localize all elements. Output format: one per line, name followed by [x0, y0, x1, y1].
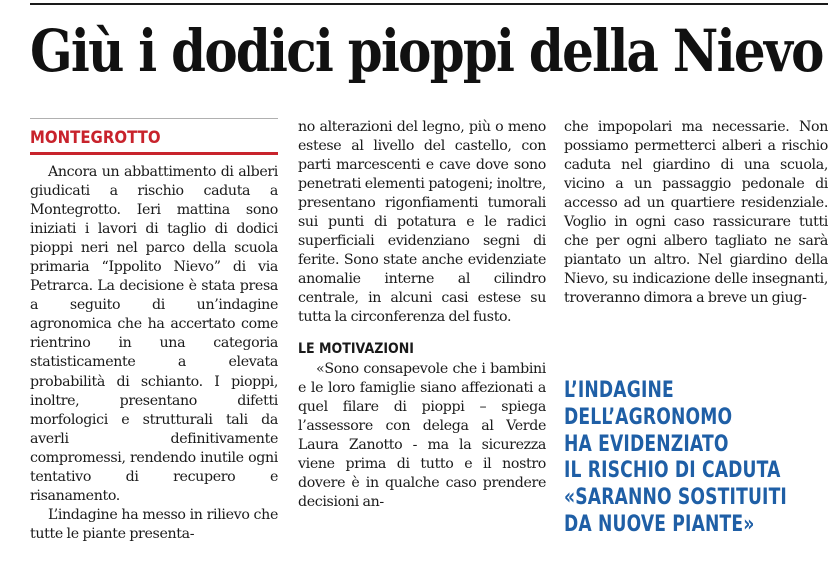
- section-label: MONTEGROTTO: [30, 128, 161, 148]
- body-paragraph-3: no alterazioni del legno, più o meno estese al livello del castello, con parti marcescenti e cave dove sono penetrati elementi patogeni; inoltre, presentano rigonfiamenti tumorali sui punti di potatura e le radici superficiali evidenziano segni di ferite. Sono state anche evidenziate anomalie interne al cilindro centrale, in alcuni casi estese su tutta la circonferenza del fusto.: [298, 119, 546, 326]
- column-1: [30, 118, 278, 544]
- pull-quote-line: HA EVIDENZIATO: [564, 431, 729, 457]
- pull-quote: [564, 378, 787, 539]
- pull-quote-line: L’INDAGINE: [564, 378, 674, 403]
- body-paragraph-2: L’indagine ha messo in rilievo che tutte le piante presenta-: [30, 506, 278, 542]
- article-headline: Giù i dodici pioppi della Nievo: [30, 17, 823, 85]
- pull-quote-line: «SARANNO SOSTITUITI: [564, 485, 787, 511]
- pull-quote-line: DA NUOVE PIANTE»: [564, 511, 755, 537]
- column-3: [564, 118, 828, 308]
- body-paragraph-5: che impopolari ma necessarie. Non possiamo permetterci alberi a rischio caduta nel giardino di una scuola, vicino a un passaggio pedonale di accesso ad un quartiere residenziale. Voglio in ogni caso rassicurare tutti che per ogni albero tagliato ne sarà piantato un altro. Nel giardino della Nievo, su indicazione delle insegnanti, troveranno dimora a breve un giug-: [564, 119, 828, 307]
- subheading-motivazioni: LE MOTIVAZIONI: [298, 340, 414, 357]
- pull-quote-line: IL RISCHIO DI CADUTA: [564, 458, 781, 484]
- section-underline: [30, 152, 278, 155]
- body-paragraph-1: Ancora un abbattimento di alberi giudicati a rischio caduta a Montegrotto. Ieri mattina sono iniziati i lavori di taglio di dodici pioppi neri nel parco della scuola primaria “Ippolito Nievo” di via Petrarca. La decisione è stata presa a seguito di un’indagine agronomica che ha accertato come rientrino in una categoria statisticamente a elevata probabilità di schianto. I pioppi, inoltre, presentano difetti morfologici e strutturali tali da averli definitivamente compromessi, rendendo inutile ogni tentativo di recupero e risanamento.: [30, 164, 278, 504]
- pull-quote-line: DELL’AGRONOMO: [564, 404, 733, 430]
- column-2: [298, 118, 546, 512]
- body-paragraph-4: «Sono consapevole che i bambini e le loro famiglie siano affezionati a quel filare di pioppi – spiega l’assessore con delega al Verde Laura Zanotto - ma la sicurezza viene prima di tutto e il nostro dovere è in qualche caso prendere decisioni an-: [298, 360, 546, 510]
- top-rule: [30, 3, 828, 5]
- section-top-rule: [30, 118, 278, 119]
